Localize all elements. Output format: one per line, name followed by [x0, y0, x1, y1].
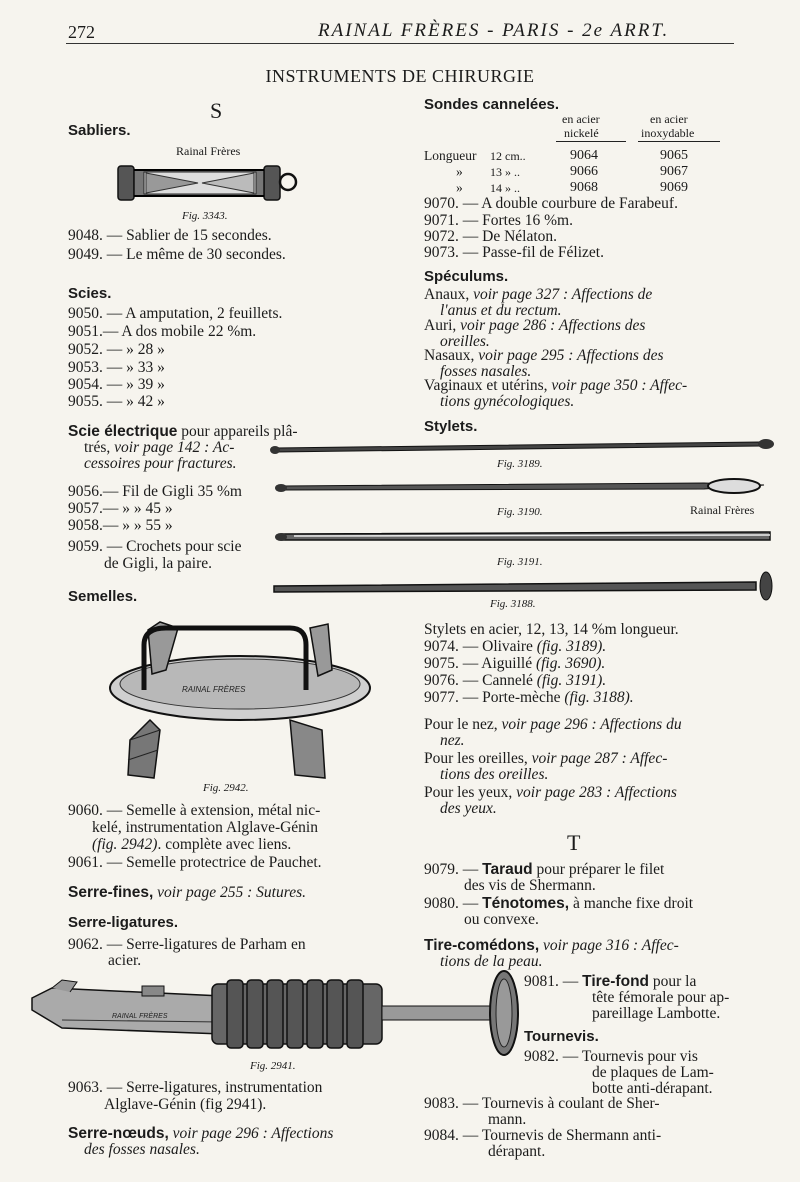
serrenoeuds-ref: voir page 296 : Affections	[172, 1125, 334, 1142]
tournevis-heading: Tournevis.	[524, 1028, 599, 1045]
sablier-brand: Rainal Frères	[176, 144, 241, 158]
item-9081-num: 9081. —	[524, 973, 579, 990]
scie-heading: Scie électrique	[68, 423, 178, 440]
item-9081c: pareillage Lambotte.	[592, 1005, 721, 1022]
sonde-row-3-size: 14 » ..	[490, 181, 520, 195]
item-9080b: ou convexe.	[464, 911, 539, 928]
stylets-heading: Stylets.	[424, 418, 478, 435]
stylet-cannele-illustration	[274, 524, 774, 548]
scie-ref2: cessoires pour fractures.	[84, 455, 237, 472]
item-9060c	[92, 837, 291, 854]
spec-nasaux-ref2: fosses nasales.	[440, 363, 532, 380]
item-9077-fig: (fig. 3188).	[564, 689, 634, 706]
spec-auri-ref2: oreilles.	[440, 333, 490, 350]
item-9057: 9057.— » » 45 »	[68, 500, 173, 517]
semelles-heading: Semelles.	[68, 588, 138, 605]
tirecomedons-ref2: tions de la peau.	[440, 953, 543, 970]
pour-nez-label: Pour le nez,	[424, 716, 498, 733]
pour-yeux-label: Pour les yeux,	[424, 784, 513, 801]
col-a-rule	[556, 141, 626, 142]
serrenoeuds-heading: Serre-nœuds,	[68, 1125, 169, 1142]
item-9076-label: 9076. — Cannelé	[424, 672, 533, 689]
spec-anaux-ref2: l'anus et du rectum.	[440, 302, 562, 319]
item-9058: 9058.— » » 55 »	[68, 517, 173, 534]
item-9059b: de Gigli, la paire.	[104, 555, 213, 572]
header-rule	[66, 43, 734, 44]
serre-fines-line	[68, 885, 306, 902]
item-9080-num: 9080. —	[424, 895, 479, 912]
item-9072: 9072. — De Nélaton.	[424, 228, 558, 245]
serrefines-ref: voir page 255 : Sutures.	[157, 884, 306, 901]
section-letter-t: T	[567, 830, 581, 855]
item-9081b: tête fémorale pour ap-	[592, 989, 730, 1006]
pour-nez-ref: voir page 296 : Affections du	[501, 716, 682, 733]
pour-yeux-ref: voir page 283 : Affections	[516, 784, 677, 801]
spec-anaux-label: Anaux,	[424, 286, 470, 303]
sonde-row-1-b: 9065	[660, 148, 688, 163]
item-9079-rest: pour préparer le filet	[536, 861, 665, 878]
item-9054: 9054. — » 39 »	[68, 376, 165, 393]
spec-vaginaux-ref: voir page 350 : Affec-	[551, 377, 688, 394]
pour-oreilles-label: Pour les oreilles,	[424, 750, 528, 767]
item-9081-bold: Tire-fond	[582, 973, 649, 990]
item-9073: 9073. — Passe-fil de Félizet.	[424, 244, 604, 261]
item-9082b: de plaques de Lam-	[592, 1064, 714, 1081]
col-b-header-2: inoxydable	[641, 126, 695, 140]
sonde-row-2-size: 13 » ..	[490, 165, 520, 179]
pour-oreilles-ref2: tions des oreilles.	[440, 766, 549, 783]
scie-text2: trés,	[84, 439, 111, 456]
item-9060c-text: . complète avec liens.	[157, 836, 292, 853]
item-9059a: 9059. — Crochets pour scie	[68, 538, 242, 555]
item-9074-label: 9074. — Olivaire	[424, 638, 533, 655]
page-title: INSTRUMENTS DE CHIRURGIE	[265, 66, 535, 86]
tirecomedons-heading: Tire-comédons,	[424, 937, 540, 954]
scie-electrique-line3	[84, 456, 237, 473]
item-9079-bold: Taraud	[482, 861, 533, 878]
col-b-header-1: en acier	[650, 112, 688, 126]
sole-brand-text: RAINAL FRÈRES	[182, 685, 246, 694]
sonde-row-2-b: 9067	[660, 164, 688, 179]
spec-vaginaux-line2	[440, 394, 574, 411]
item-9052: 9052. — » 28 »	[68, 341, 165, 358]
scie-ref: voir page 142 : Ac-	[114, 439, 235, 456]
spec-auri-ref: voir page 286 : Affections des	[460, 317, 646, 334]
pour-yeux-line2	[440, 801, 497, 818]
serre-noeuds-line2	[84, 1142, 200, 1159]
item-9077	[424, 690, 634, 707]
item-9076-fig: (fig. 3191).	[536, 672, 607, 689]
item-9084a: 9084. — Tournevis de Shermann anti-	[424, 1127, 662, 1144]
stylet-brand: Rainal Frères	[690, 503, 755, 517]
item-9062a: 9062. — Serre-ligatures de Parham en	[68, 936, 306, 953]
item-9063b: Alglave-Génin (fig 2941).	[104, 1096, 267, 1113]
item-9079-num: 9079. —	[424, 861, 479, 878]
fig-2941-caption: Fig. 2941.	[250, 1060, 296, 1072]
stylet-aiguille-illustration	[274, 474, 774, 500]
sonde-row-1-a: 9064	[570, 148, 598, 163]
speculums-heading: Spéculums.	[424, 268, 509, 285]
item-9063a: 9063. — Serre-ligatures, instrumentation	[68, 1079, 323, 1096]
item-9056: 9056.— Fil de Gigli 35 %m	[68, 483, 242, 500]
item-9051: 9051.— A dos mobile 22 %m.	[68, 323, 257, 340]
sondes-heading: Sondes cannelées.	[424, 96, 560, 113]
serre-brand-text: RAINAL FRÈRES	[112, 1013, 168, 1020]
item-9077-label: 9077. — Porte-mèche	[424, 689, 561, 706]
spec-auri-label: Auri,	[424, 317, 457, 334]
page-number: 272	[68, 22, 95, 42]
sonde-row-3-label: »	[456, 180, 463, 195]
item-9061: 9061. — Semelle protectrice de Pauchet.	[68, 854, 322, 871]
item-9079b: des vis de Shermann.	[464, 877, 596, 894]
item-9075	[424, 656, 605, 673]
col-a-header-2: nickelé	[564, 126, 599, 140]
item-9049: 9049. — Le même de 30 secondes.	[68, 246, 286, 263]
item-9082a: 9082. — Tournevis pour vis	[524, 1048, 698, 1065]
item-9071: 9071. — Fortes 16 %m.	[424, 212, 573, 229]
item-9074	[424, 639, 606, 656]
item-9060b: kelé, instrumentation Alglave-Génin	[92, 819, 318, 836]
item-9055: 9055. — » 42 »	[68, 393, 165, 410]
sonde-row-1-size: 12 cm..	[490, 149, 526, 163]
scie-text1: pour appareils plâ-	[181, 423, 298, 440]
pour-nez-line2	[440, 733, 465, 750]
item-9075-label: 9075. — Aiguillé	[424, 655, 533, 672]
item-9048: 9048. — Sablier de 15 secondes.	[68, 227, 272, 244]
hourglass-illustration	[112, 158, 302, 208]
tirecomedons-ref: voir page 316 : Affec-	[543, 937, 679, 954]
sonde-row-2-a: 9066	[570, 164, 598, 179]
serrenoeuds-ref2: des fosses nasales.	[84, 1141, 200, 1158]
fig-3189-caption: Fig. 3189.	[497, 458, 543, 470]
stylets-line: Stylets en acier, 12, 13, 14 %m longueur.	[424, 621, 679, 638]
pour-nez-ref2: nez.	[440, 732, 465, 749]
item-9083a: 9083. — Tournevis à coulant de Sher-	[424, 1095, 660, 1112]
item-9084b: dérapant.	[488, 1143, 546, 1160]
item-9081-rest: pour la	[652, 973, 697, 990]
spec-nasaux-label: Nasaux,	[424, 347, 475, 364]
sonde-row-3-b: 9069	[660, 180, 688, 195]
sabliers-heading: Sabliers.	[68, 122, 131, 139]
fig-3190-caption: Fig. 3190.	[497, 506, 543, 518]
pour-oreilles-ref: voir page 287 : Affec-	[531, 750, 668, 767]
item-9075-fig: (fig. 3690).	[535, 655, 606, 672]
item-9076	[424, 673, 606, 690]
col-a-header-1: en acier	[562, 112, 600, 126]
pour-yeux-ref2: des yeux.	[440, 800, 497, 817]
spec-vaginaux-label: Vaginaux et utérins,	[424, 377, 548, 394]
item-9082c: botte anti-dérapant.	[592, 1080, 713, 1097]
running-title: RAINAL FRÈRES - PARIS - 2e ARRT.	[318, 20, 670, 41]
fig-3188-caption: Fig. 3188.	[490, 598, 536, 610]
fig-3343-caption: Fig. 3343.	[182, 210, 228, 222]
item-9060c-fig: (fig. 2942)	[92, 836, 158, 853]
col-b-rule	[638, 141, 720, 142]
spec-anaux-ref: voir page 327 : Affections de	[473, 286, 653, 303]
spec-nasaux-ref: voir page 295 : Affections des	[478, 347, 664, 364]
spec-vaginaux-ref2: tions gynécologiques.	[440, 393, 575, 410]
tire-comedons-line2	[440, 954, 542, 971]
fig-3191-caption: Fig. 3191.	[497, 556, 543, 568]
item-9080-bold: Ténotomes,	[482, 895, 570, 912]
item-9080-rest: à manche fixe droit	[572, 895, 694, 912]
serreligatures-heading: Serre-ligatures.	[68, 914, 179, 931]
item-9070: 9070. — A double courbure de Farabeuf.	[424, 195, 678, 212]
fig-2942-caption: Fig. 2942.	[203, 782, 249, 794]
serrefines-heading: Serre-fines,	[68, 884, 154, 901]
item-9062b: acier.	[108, 952, 142, 969]
sole-illustration	[100, 600, 380, 780]
pour-oreilles-line2	[440, 767, 548, 784]
section-letter-s: S	[210, 98, 223, 123]
item-9060a: 9060. — Semelle à extension, métal nic-	[68, 802, 321, 819]
scies-heading: Scies.	[68, 285, 112, 302]
item-9050: 9050. — A amputation, 2 feuillets.	[68, 305, 283, 322]
sonde-row-3-a: 9068	[570, 180, 598, 195]
sonde-row-2-label: »	[456, 164, 463, 179]
item-9053: 9053. — » 33 »	[68, 359, 165, 376]
item-9074-fig: (fig. 3189).	[536, 638, 607, 655]
item-9083b: mann.	[488, 1111, 527, 1128]
serre-ligatures-illustration	[22, 968, 522, 1068]
sonde-row-1-label: Longueur	[424, 148, 477, 163]
stylet-olivaire-illustration	[270, 436, 780, 458]
